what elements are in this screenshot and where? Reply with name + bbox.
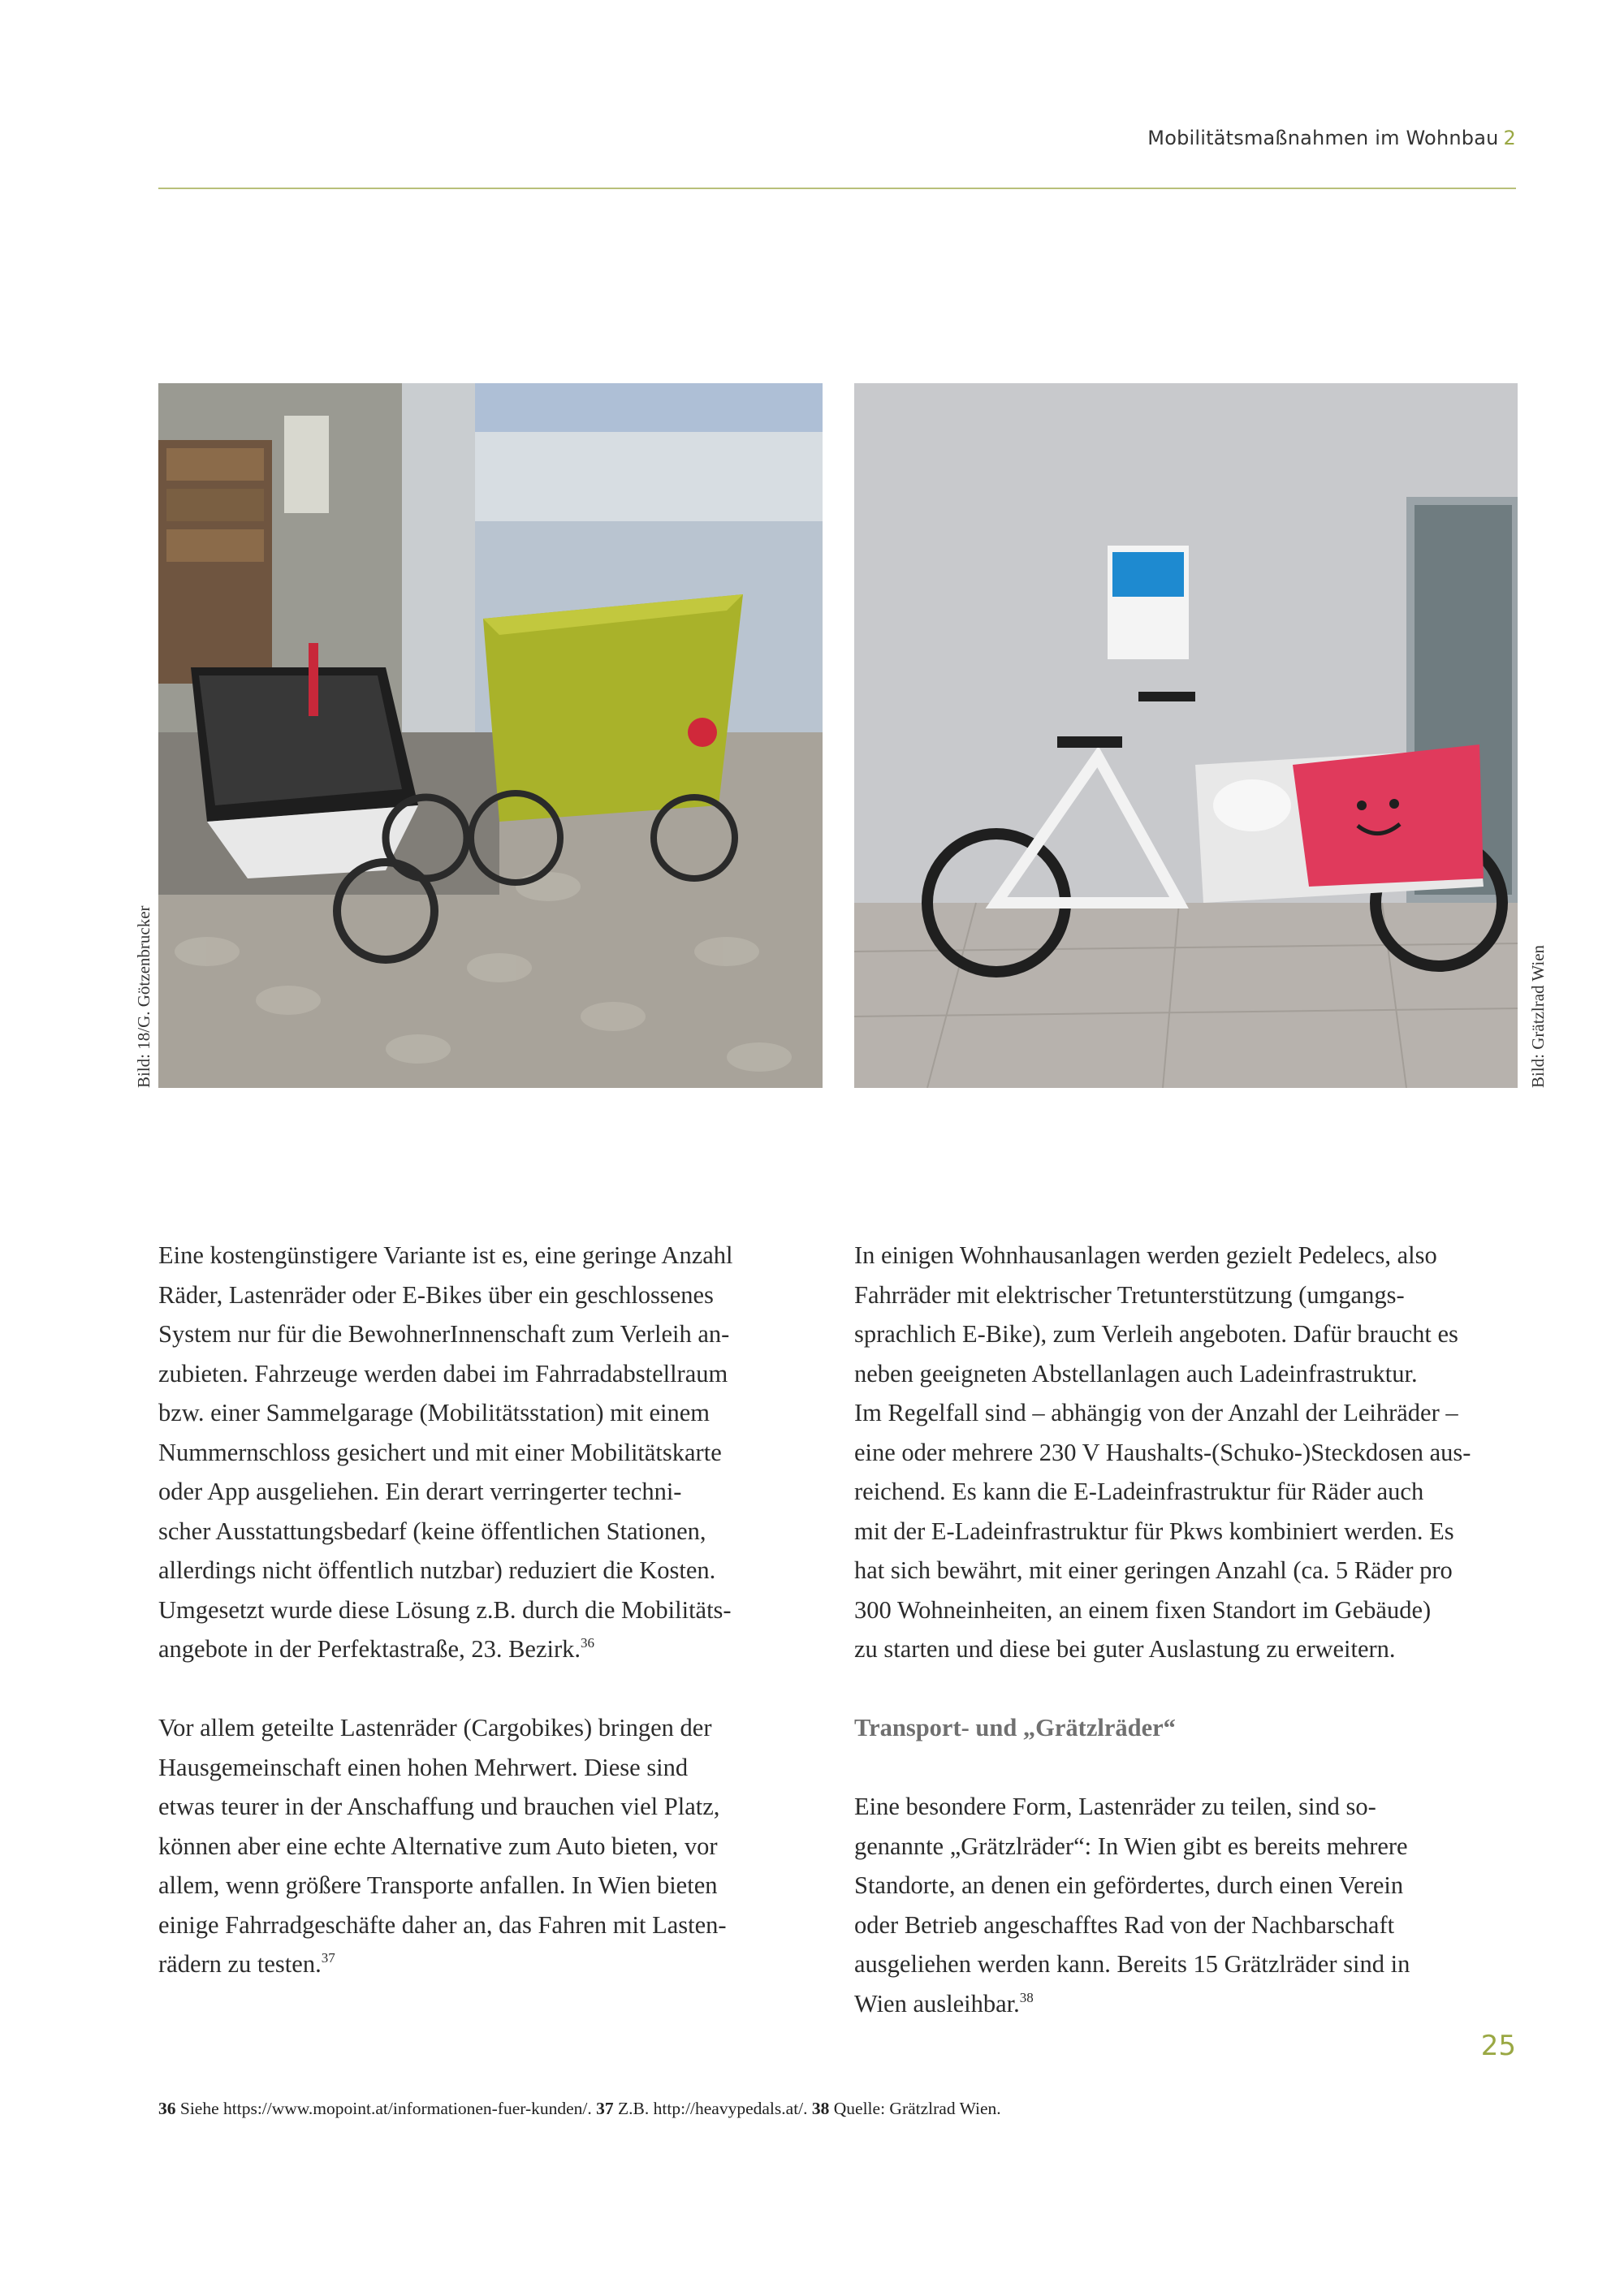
paragraph-cargo-bikes xyxy=(158,1708,824,1984)
text-line: oder Betrieb angeschafftes Rad von der Nachbarschaft xyxy=(854,1910,1395,1939)
photo-credit-right: Bild: Grätzlrad Wien xyxy=(1528,944,1548,1088)
text-line: Räder, Lastenräder oder E-Bikes über ein geschlossenes xyxy=(158,1280,714,1309)
text-line: Eine kostengünstigere Variante ist es, eine geringe Anzahl xyxy=(158,1241,733,1269)
footnote-number: 36 xyxy=(158,2099,176,2118)
text-line: Im Regelfall sind – abhängig von der Anzahl der Leihräder – xyxy=(854,1399,1458,1426)
text-line: hat sich bewährt, mit einer geringen Anzahl (ca. 5 Räder pro xyxy=(854,1556,1453,1584)
text-line: Fahrräder mit elektrischer Tretunterstützung (umgangs- xyxy=(854,1280,1405,1309)
text-line: bzw. einer Sammelgarage (Mobilitätsstation) mit einem xyxy=(158,1399,710,1426)
text-line: können aber eine echte Alternative zum Auto bieten, vor xyxy=(158,1832,718,1860)
cargo-bikes-illustration xyxy=(158,383,823,1088)
chapter-number: 2 xyxy=(1503,127,1516,149)
paragraph-pedelecs xyxy=(854,1236,1520,1669)
footnote-text: Quelle: Grätzlrad Wien. xyxy=(833,2099,1001,2118)
text-line: etwas teurer in der Anschaffung und brauchen viel Platz, xyxy=(158,1793,720,1820)
text-line: reichend. Es kann die E-Ladeinfrastruktur für Räder auch xyxy=(854,1478,1424,1505)
footnote-number: 37 xyxy=(596,2099,614,2118)
text-column-right xyxy=(854,1236,1520,2023)
header-rule xyxy=(158,188,1516,189)
text-line: 300 Wohneinheiten, an einem fixen Standort im Gebäude) xyxy=(854,1595,1432,1624)
footnote-ref: 36 xyxy=(581,1635,594,1651)
text-line: System nur für die BewohnerInnenschaft zum Verleih an- xyxy=(158,1320,730,1348)
header-title: Mobilitätsmaßnahmen im Wohnbau xyxy=(1147,127,1499,149)
footnote-ref: 38 xyxy=(1019,1989,1034,2005)
text-line: eine oder mehrere 230 V Haushalts-(Schuko-)Steckdosen aus- xyxy=(854,1438,1471,1466)
text-line-content: Wien ausleihbar. xyxy=(854,1989,1020,2018)
footnote-number: 38 xyxy=(811,2099,830,2118)
text-line: In einigen Wohnhausanlagen werden gezielt Pedelecs, also xyxy=(854,1241,1437,1269)
text-line: Umgesetzt wurde diese Lösung z.B. durch die Mobilitäts- xyxy=(158,1595,732,1624)
text-line: Standorte, an denen ein gefördertes, durch einen Verein xyxy=(854,1871,1404,1899)
page-number: 25 xyxy=(1480,2030,1516,2062)
text-line: scher Ausstattungsbedarf (keine öffentlichen Stationen, xyxy=(158,1517,706,1545)
text-line: zu starten und diese bei guter Auslastung zu erweitern. xyxy=(854,1635,1396,1663)
text-line: Vor allem geteilte Lastenräder (Cargobikes) bringen der xyxy=(158,1714,712,1741)
text-line xyxy=(158,1944,824,1984)
graetzlrad-illustration xyxy=(854,383,1518,1088)
subheading-text: Transport- und „Grätzlräder“ xyxy=(854,1714,1176,1741)
text-column-left xyxy=(158,1236,824,1984)
text-line: Nummernschloss gesichert und mit einer Mobilitätskarte xyxy=(158,1438,722,1466)
text-line xyxy=(158,1629,824,1669)
text-line: neben geeigneten Abstellanlagen auch Ladeinfrastruktur. xyxy=(854,1359,1418,1388)
text-line-content: rädern zu testen. xyxy=(158,1950,322,1978)
text-line xyxy=(854,1984,1520,2024)
text-line: Hausgemeinschaft einen hohen Mehrwert. Diese sind xyxy=(158,1753,689,1781)
photo-graetzlrad xyxy=(854,383,1518,1088)
text-line: oder App ausgeliehen. Ein derart verringerter techni- xyxy=(158,1478,682,1505)
text-line: allem, wenn größere Transporte anfallen. In Wien bieten xyxy=(158,1871,718,1899)
text-line: mit der E-Ladeinfrastruktur für Pkws kombiniert werden. Es xyxy=(854,1517,1454,1545)
text-line-content: angebote in der Perfektastraße, 23. Bezirk. xyxy=(158,1635,581,1663)
footnote-text: Siehe https://www.mopoint.at/informationen-fuer-kunden/. xyxy=(179,2099,592,2118)
text-line: zubieten. Fahrzeuge werden dabei im Fahrradabstellraum xyxy=(158,1359,728,1388)
text-line: einige Fahrradgeschäfte daher an, das Fahren mit Lasten- xyxy=(158,1910,727,1939)
text-line: sprachlich E-Bike), zum Verleih angeboten. Dafür braucht es xyxy=(854,1320,1458,1348)
paragraph-shared-bikes xyxy=(158,1236,824,1669)
photo-cargo-bikes xyxy=(158,383,823,1088)
text-line: Eine besondere Form, Lastenräder zu teilen, sind so- xyxy=(854,1793,1376,1820)
footnote-ref: 37 xyxy=(321,1950,335,1966)
text-line: ausgeliehen werden kann. Bereits 15 Grätzlräder sind in xyxy=(854,1950,1410,1978)
text-line: allerdings nicht öffentlich nutzbar) reduziert die Kosten. xyxy=(158,1556,716,1584)
footnotes xyxy=(158,2099,1001,2119)
section-subheading xyxy=(854,1708,1520,1748)
photo-credit-left: Bild: 18/G. Götzenbrucker xyxy=(134,905,153,1088)
paragraph-graetzlraeder xyxy=(854,1787,1520,2023)
running-header xyxy=(1147,127,1516,149)
text-line: genannte „Grätzlräder“: In Wien gibt es bereits mehrere xyxy=(854,1832,1408,1860)
footnote-text: Z.B. http://heavypedals.at/. xyxy=(618,2099,808,2118)
